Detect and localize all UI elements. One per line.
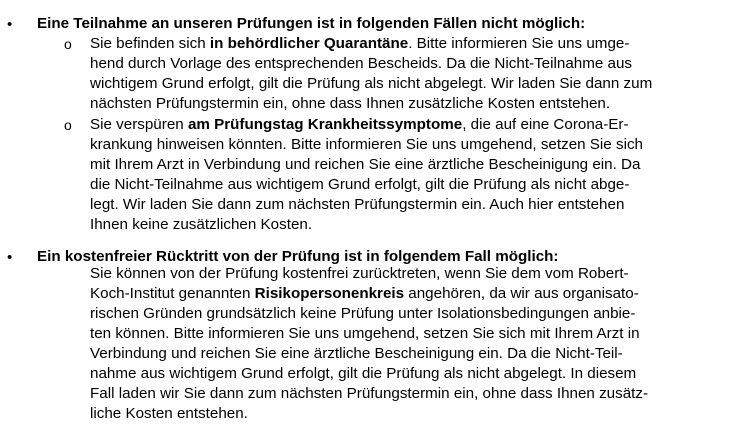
sub-bullet-marker: o bbox=[64, 36, 72, 52]
sub-bullet-marker: o bbox=[64, 117, 72, 133]
text-line: Sie befinden sich in behördlicher Quarantäne. Bitte informieren Sie uns umge- bbox=[90, 35, 630, 52]
text-line: hend durch Vorlage des entsprechenden Bescheids. Da die Nicht-Teilnahme aus bbox=[90, 55, 633, 72]
text-line: wichtigem Grund erfolgt, gilt die Prüfung als nicht abgelegt. Wir laden Sie dann zum bbox=[90, 75, 653, 92]
text-line: rischen Gründen grundsätzlich keine Prüfung unter Isolationsbedingungen anbie- bbox=[90, 305, 636, 322]
text-line: nahme aus wichtigem Grund erfolgt, gilt die Prüfung als nicht abgelegt. In diesem bbox=[90, 365, 637, 382]
text-line: nächsten Prüfungstermin ein, ohne dass Ihnen zusätzliche Kosten entstehen. bbox=[90, 95, 611, 112]
text-line: mit Ihrem Arzt in Verbindung und reichen Sie eine ärztliche Bescheinigung ein. Da bbox=[90, 156, 641, 173]
section-heading-not-possible: Eine Teilnahme an unseren Prüfungen ist in folgenden Fällen nicht möglich: bbox=[37, 15, 586, 32]
text-line: legt. Wir laden Sie dann zum nächsten Prüfungstermin ein. Auch hier entstehen bbox=[90, 196, 625, 213]
bullet-marker: • bbox=[7, 249, 13, 266]
text-line: krankung hinweisen könnten. Bitte informieren Sie uns umgehend, setzen Sie sich bbox=[90, 136, 643, 153]
text-line: Sie können von der Prüfung kostenfrei zurücktreten, wenn Sie dem vom Robert- bbox=[90, 265, 629, 282]
text-line: Fall laden wir Sie dann zum nächsten Prüfungstermin ein, ohne dass Ihnen zusätz- bbox=[90, 385, 649, 402]
section-heading-withdrawal: Ein kostenfreier Rücktritt von der Prüfung ist in folgendem Fall möglich: bbox=[37, 248, 559, 265]
bullet-marker: • bbox=[7, 16, 13, 33]
text-line: Verbindung und reichen Sie eine ärztliche Bescheinigung ein. Da die Nicht-Teil- bbox=[90, 345, 623, 362]
text-line: Ihnen keine zusätzlichen Kosten. bbox=[90, 216, 313, 233]
text-line: Sie verspüren am Prüfungstag Krankheitssymptome, die auf eine Corona-Er- bbox=[90, 116, 629, 133]
text-line: liche Kosten entstehen. bbox=[90, 405, 248, 422]
text-line: Koch-Institut genannten Risikopersonenkreis angehören, da wir aus organisato- bbox=[90, 285, 639, 302]
text-line: die Nicht-Teilnahme aus wichtigem Grund erfolgt, gilt die Prüfung als nicht abge- bbox=[90, 176, 630, 193]
text-line: ten können. Bitte informieren Sie uns umgehend, setzen Sie sich mit Ihrem Arzt in bbox=[90, 325, 640, 342]
